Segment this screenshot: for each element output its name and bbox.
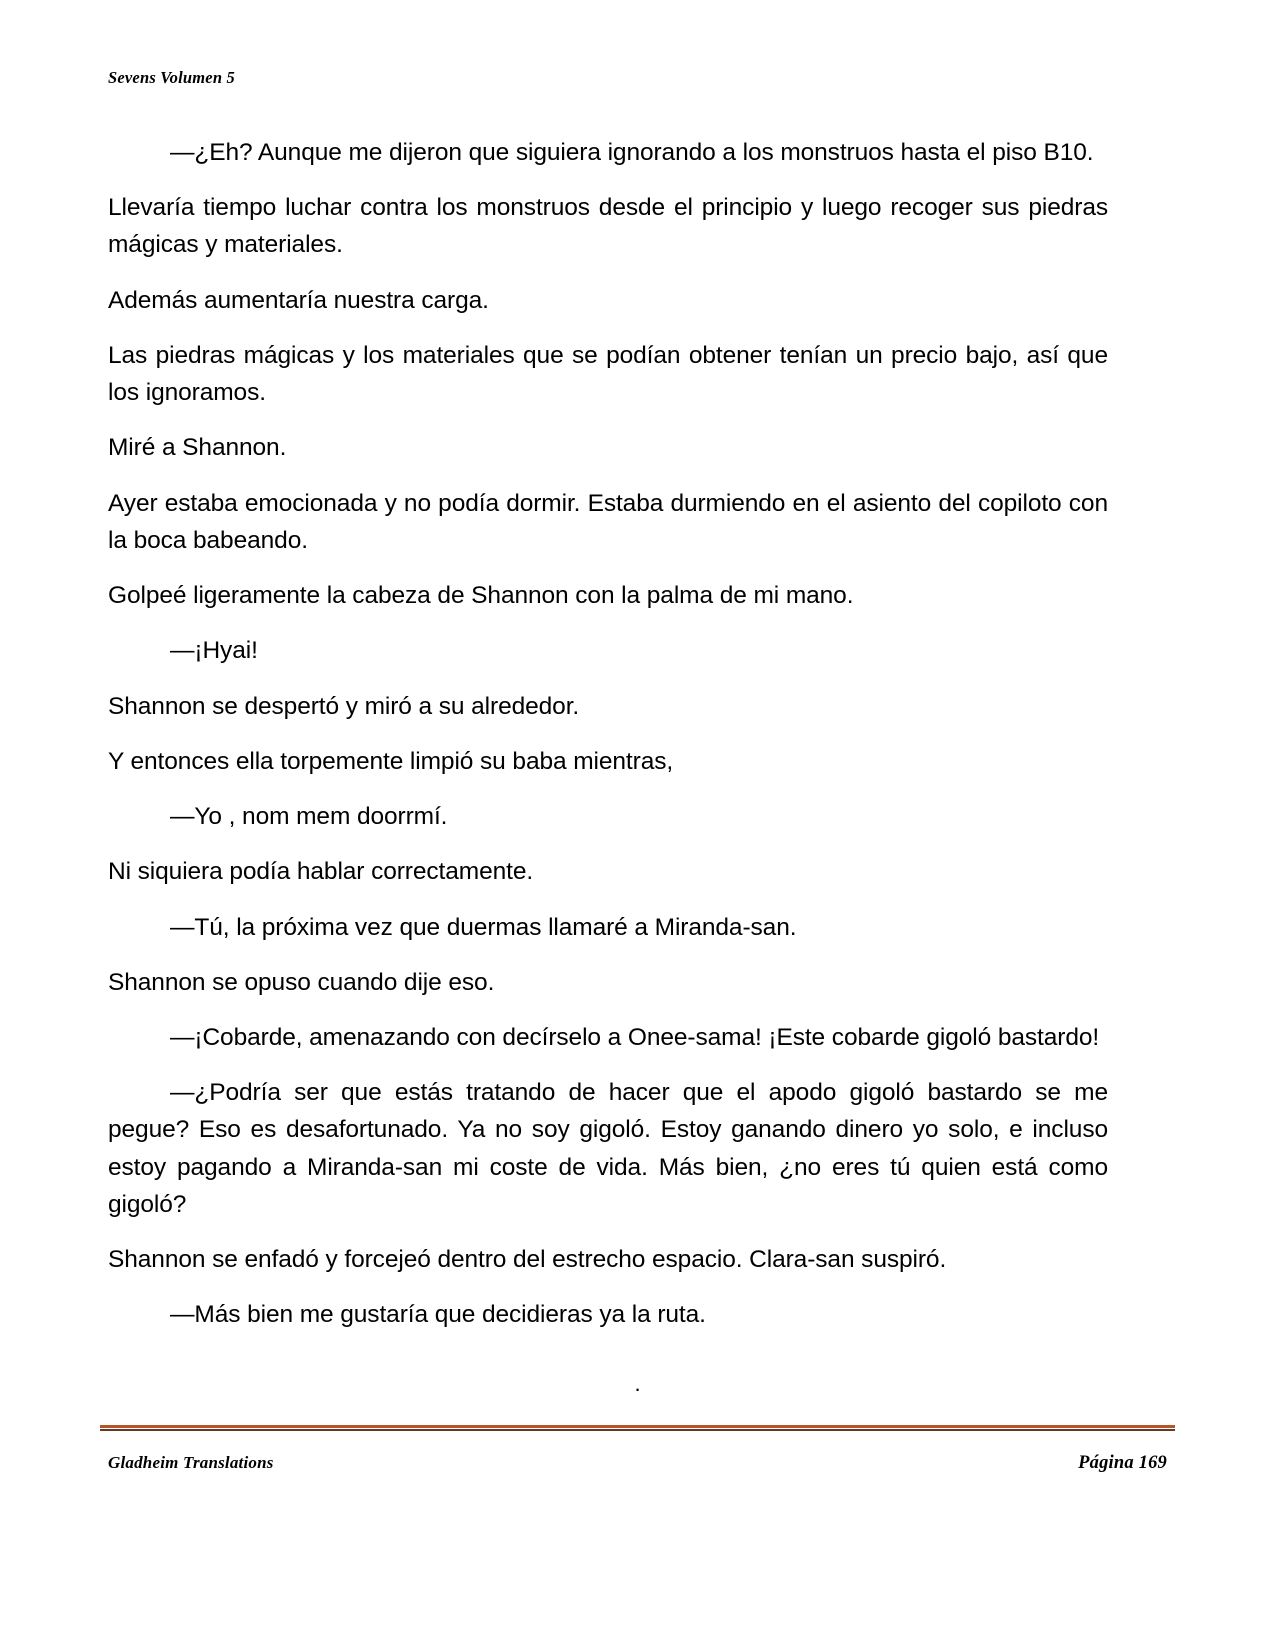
page-body: [108, 134, 1108, 1334]
page-footer: [108, 1453, 1167, 1474]
page-header: [108, 68, 1167, 88]
footer-page-number: Página 169: [1078, 1453, 1167, 1473]
paragraph: Llevaría tiempo luchar contra los monstruos desde el principio y luego recoger sus piedras mágicas y materiales.: [108, 194, 1108, 259]
footer-translator-credit: Gladheim Translations: [108, 1453, 274, 1472]
paragraph: Shannon se enfadó y forcejeó dentro del estrecho espacio. Clara-san suspiró.: [108, 1246, 947, 1274]
paragraph: Shannon se opuso cuando dije eso.: [108, 968, 495, 996]
paragraph: —Más bien me gustaría que decidieras ya la ruta.: [170, 1301, 706, 1329]
book-title: Sevens Volumen 5: [108, 68, 235, 87]
paragraph: —¡Hyai!: [170, 637, 258, 665]
paragraph: —¿Eh? Aunque me dijeron que siguiera ignorando a los monstruos hasta el piso B10.: [170, 139, 1094, 166]
paragraph: Y entonces ella torpemente limpió su baba mientras,: [108, 747, 674, 775]
paragraph: —¡Cobarde, amenazando con decírselo a Onee-sama! ¡Este cobarde gigoló bastardo!: [170, 1023, 1100, 1051]
paragraph: Además aumentaría nuestra carga.: [108, 286, 489, 314]
trailing-mark: .: [634, 1371, 641, 1396]
paragraph: —Tú, la próxima vez que duermas llamaré a Miranda-san.: [170, 913, 797, 941]
paragraph: Ayer estaba emocionada y no podía dormir. Estaba durmiendo en el asiento del copiloto con la boca babeando.: [108, 489, 1108, 554]
paragraph: Las piedras mágicas y los materiales que se podían obtener tenían un precio bajo, así que los ignoramos.: [108, 341, 1108, 407]
paragraph: Ni siquiera podía hablar correctamente.: [108, 858, 534, 886]
paragraph: —¿Podría ser que estás tratando de hacer que el apodo gigoló bastardo se me pegue? Eso es desafortunado. Ya no soy gigoló. Estoy ganando dinero yo solo, e incluso estoy pagando a Miranda-san mi coste de vida. Más bien, ¿no eres tú quien está como gigoló?: [108, 1079, 1108, 1218]
footer-divider-bottom-line: [100, 1429, 1175, 1431]
paragraph: —Yo , nom mem doorrmí.: [170, 803, 448, 831]
footer-divider-top-line: [100, 1425, 1175, 1428]
paragraph: Shannon se despertó y miró a su alrededor.: [108, 692, 580, 720]
footer-divider: [100, 1425, 1175, 1431]
paragraph: Miré a Shannon.: [108, 434, 287, 462]
paragraph: Golpeé ligeramente la cabeza de Shannon con la palma de mi mano.: [108, 582, 854, 610]
